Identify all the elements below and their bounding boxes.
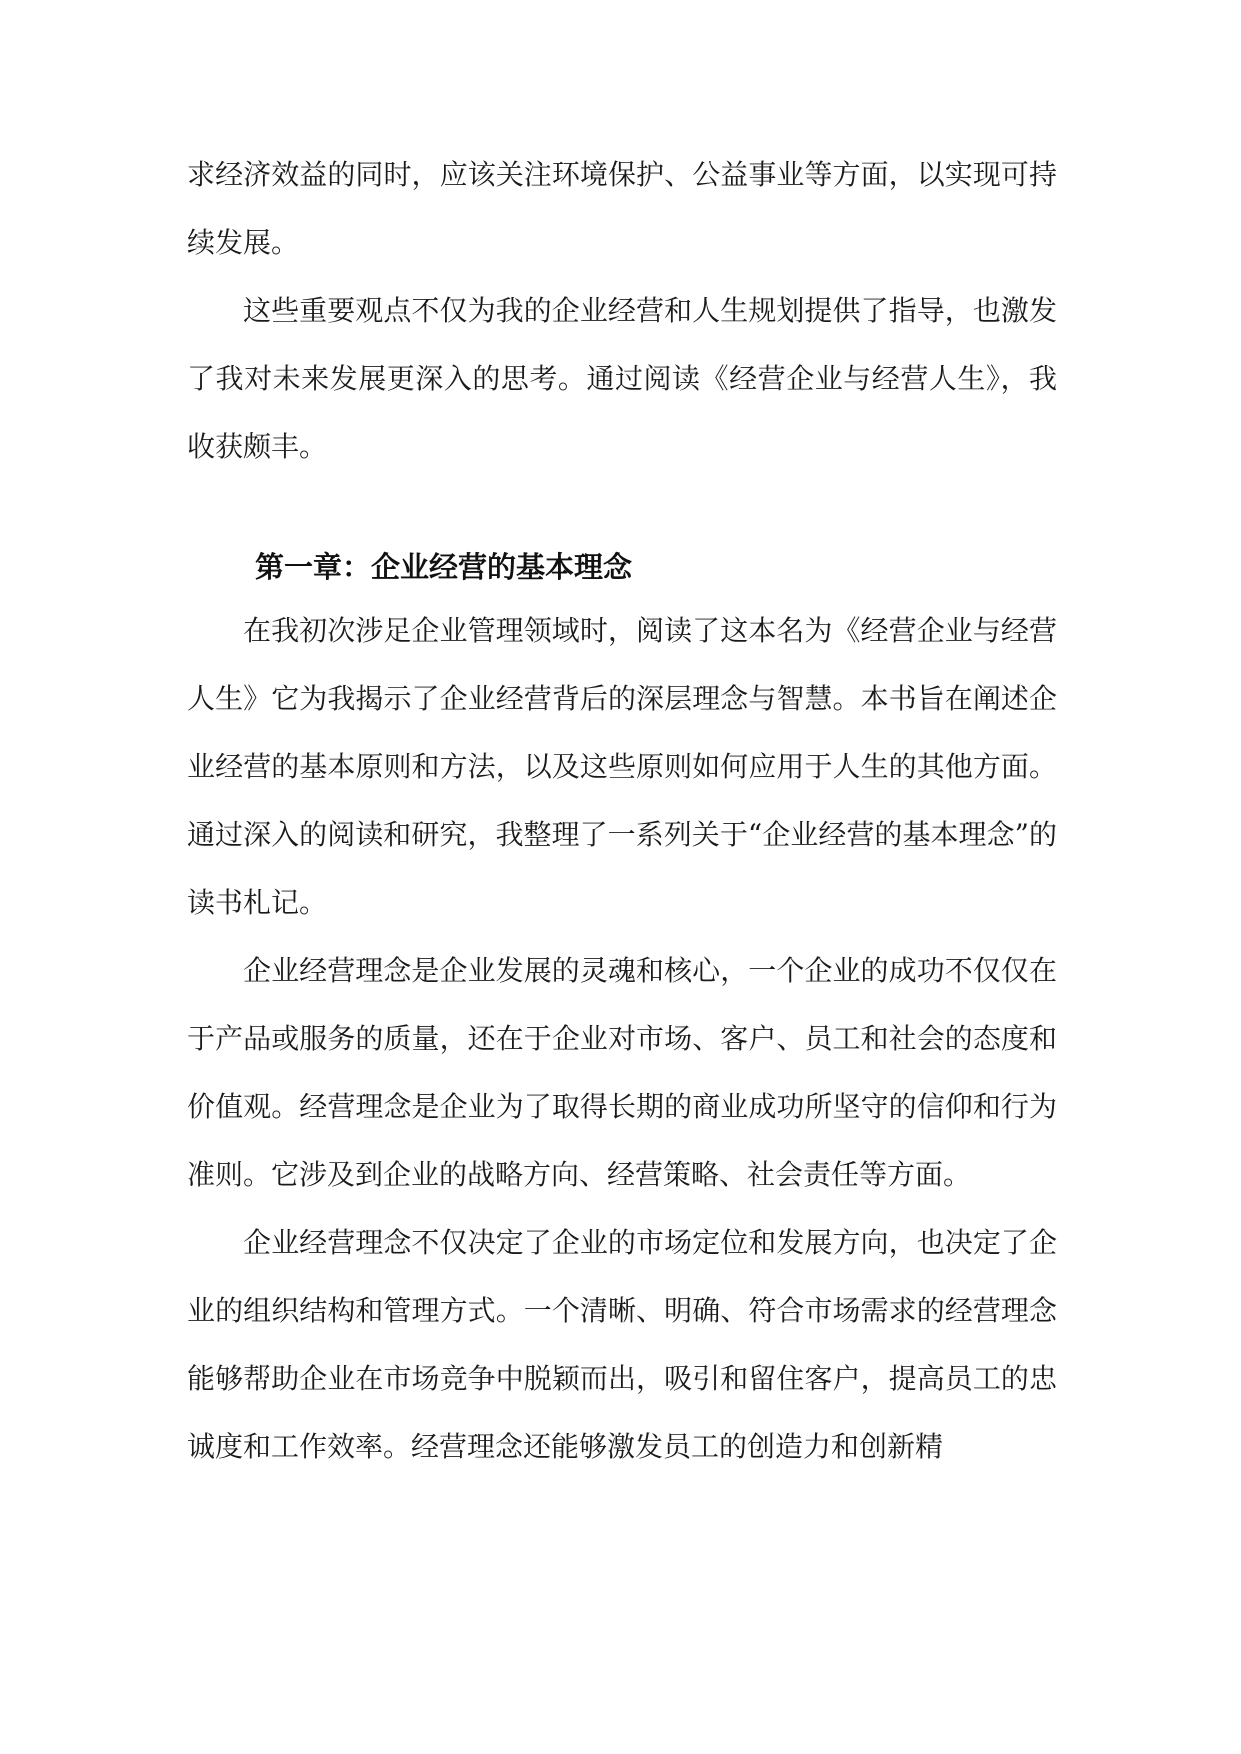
chapter-heading: 第一章：企业经营的基本理念: [255, 550, 633, 584]
paragraph-intro: 在我初次涉足企业管理领域时，阅读了这本名为《经营企业与经营人生》它为我揭示了企业经营背后的深层理念与智慧。本书旨在阐述企业经营的基本原则和方法，以及这些原则如何应用于人生的其他方面。通过深入的阅读和研究，我整理了一系列关于“企业经营的基本理念”的读书札记。: [187, 614, 1057, 919]
paragraph-reflection: 这些重要观点不仅为我的企业经营和人生规划提供了指导，也激发了我对未来发展更深入的思考。通过阅读《经营企业与经营人生》，我收获颇丰。: [187, 294, 1057, 463]
paragraph-continued: 求经济效益的同时，应该关注环境保护、公益事业等方面，以实现可持续发展。: [187, 158, 1057, 259]
paragraph-importance: 企业经营理念不仅决定了企业的市场定位和发展方向，也决定了企业的组织结构和管理方式。一个清晰、明确、符合市场需求的经营理念能够帮助企业在市场竞争中脱颖而出，吸引和留住客户，提高员工的忠诚度和工作效率。经营理念还能够激发员工的创造力和创新精: [187, 1226, 1057, 1463]
paragraph-philosophy: 企业经营理念是企业发展的灵魂和核心，一个企业的成功不仅仅在于产品或服务的质量，还在于企业对市场、客户、员工和社会的态度和价值观。经营理念是企业为了取得长期的商业成功所坚守的信仰和行为准则。它涉及到企业的战略方向、经营策略、社会责任等方面。: [187, 954, 1057, 1191]
page-content: [187, 141, 1057, 1481]
